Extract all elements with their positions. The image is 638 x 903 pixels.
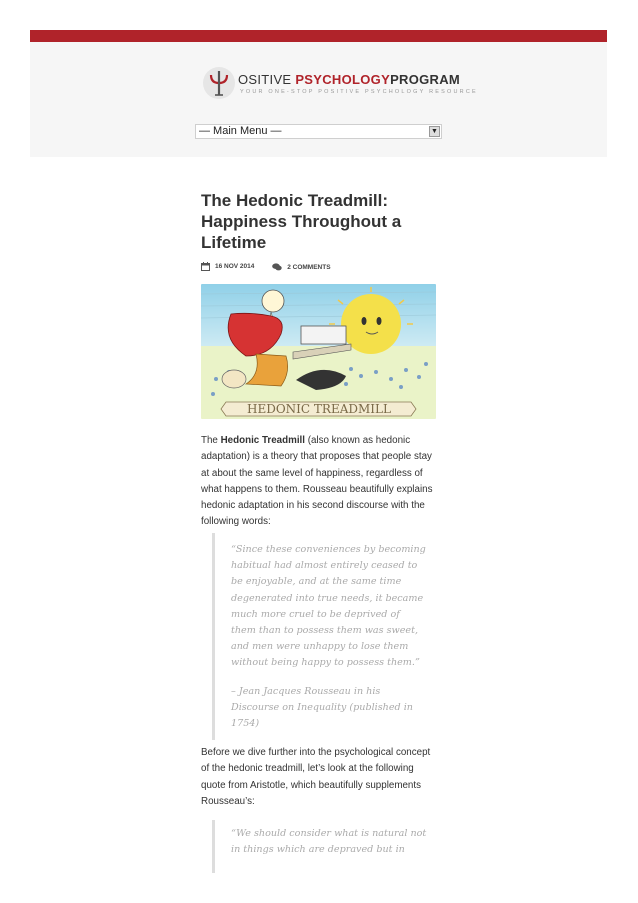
article-meta (201, 262, 347, 273)
psi-logo-icon (202, 66, 236, 100)
quote-attribution: – Jean Jacques Rousseau in his Discourse on Inequality (published in 1754) (231, 685, 413, 730)
main-menu-select[interactable] (195, 124, 442, 139)
rousseau-quote (212, 533, 427, 740)
intro-paragraph: The Hedonic Treadmill (also known as hedonic adaptation) is a theory that proposes that people stay at about the same level of happiness, regardless of what happens to them. Rousseau beautifully explains hedonic adaptation in his second discourse with the following words: (201, 435, 433, 528)
article-date: 16 NOV 2014 (201, 262, 254, 271)
top-accent-bar (30, 30, 607, 42)
logo-tagline: YOUR ONE-STOP POSITIVE PSYCHOLOGY RESOURCE (240, 89, 478, 95)
quote-text: “We should consider what is natural not in things which are depraved but in (231, 828, 427, 856)
hedonic-treadmill-term: Hedonic Treadmill (220, 435, 305, 446)
quote-text: “Since these conveniences by becoming habitual had almost entirely ceased to be enjoyable, and at the same time degenerated into true needs, it became much more cruel to be deprived of them than to possess them was sweet, and men were unhappy to lose them without being happy to possess them.” (231, 544, 426, 669)
article-title: The Hedonic Treadmill: Happiness Throughout a Lifetime (201, 191, 402, 252)
site-logo[interactable] (202, 66, 478, 102)
logo-wordmark: OSITIVE PSYCHOLOGYPROGRAM (238, 72, 461, 87)
calendar-icon (201, 262, 210, 271)
aristotle-intro-paragraph: Before we dive further into the psychological concept of the hedonic treadmill, let’s look at the following quote from Aristotle, which beautifully supplements Rousseau’s: (201, 747, 431, 807)
comments-link[interactable]: 2 COMMENTS (272, 263, 330, 271)
comments-icon (272, 263, 282, 271)
aristotle-quote (212, 820, 427, 873)
dropdown-arrow-icon[interactable]: ▼ (429, 126, 440, 137)
hedonic-treadmill-illustration (201, 284, 436, 419)
main-menu-label: — Main Menu — (199, 125, 282, 137)
image-caption: HEDONIC TREADMILL (247, 402, 391, 416)
